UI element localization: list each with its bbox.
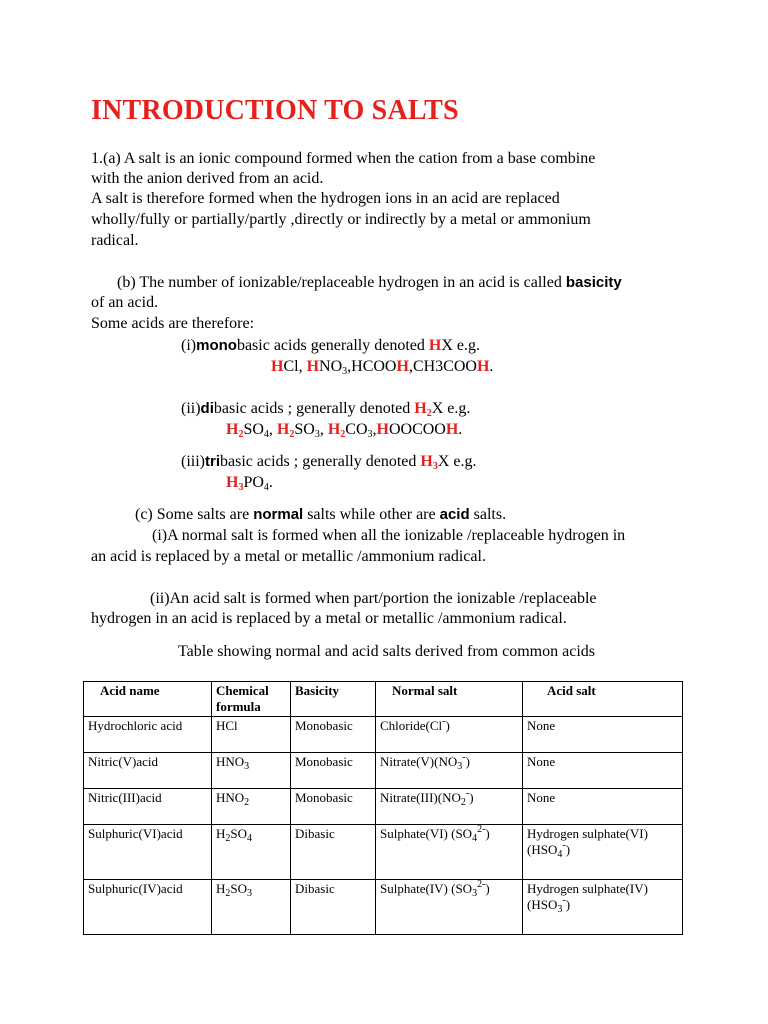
table-row: [84, 753, 683, 789]
para-c-line-2: (i)A normal salt is formed when all the ionizable /replaceable hydrogen in: [152, 527, 626, 544]
cell-acid-name: Sulphuric(VI)acid: [84, 825, 212, 880]
cell-normal-salt: $Nitrate(III)(NO_2^-)$: [376, 789, 523, 825]
monobasic-examples: HCl, $HNO_3,HCOOH,CH3COOH$.: [271, 358, 494, 377]
table-row: [84, 717, 683, 753]
para-b-line-1: (b) The number of ionizable/replaceable hydrogen in an acid is called basicity: [117, 274, 622, 291]
cell-formula: HCl: [212, 717, 291, 753]
tribasic-examples: $H_3PO_4$.: [226, 474, 273, 493]
para-c-line-1: (c) Some salts are normal salts while other are acid salts.: [135, 506, 507, 523]
table-caption: Table showing normal and acid salts derived from common acids: [178, 643, 595, 660]
tribasic-line: (iii)tribasic acids ; generally denoted $H_3X$ e.g.: [181, 453, 477, 472]
para-b-line-2: of an acid.: [91, 294, 159, 311]
page-title: INTRODUCTION TO SALTS: [91, 95, 459, 126]
cell-acid-name: Sulphuric(IV)acid: [84, 880, 212, 935]
cell-formula: $H_2SO_4$: [212, 825, 291, 880]
para-a-line-4: wholly/fully or partially/partly ,directly or indirectly by a metal or ammonium: [91, 211, 591, 228]
salts-table: [83, 681, 683, 935]
cell-acid-name: Nitric(III)acid: [84, 789, 212, 825]
cell-acid-name: Hydrochloric acid: [84, 717, 212, 753]
header-normal-salt: Normal salt: [376, 682, 523, 717]
header-acid-name: Acid name: [84, 682, 212, 717]
cell-normal-salt: Sulphate(VI) $(SO_4^{2-})$: [376, 825, 523, 880]
para-c-line-4: (ii)An acid salt is formed when part/portion the ionizable /replaceable: [150, 590, 597, 607]
cell-acid-salt: None: [523, 789, 683, 825]
cell-acid-salt: None: [523, 753, 683, 789]
monobasic-line: (i)monobasic acids generally denoted HX e.g.: [181, 337, 480, 354]
cell-basicity: Monobasic: [291, 717, 376, 753]
para-a-line-5: radical.: [91, 232, 139, 249]
cell-basicity: Dibasic: [291, 825, 376, 880]
cell-normal-salt: $Nitrate(V)(NO_3^-)$: [376, 753, 523, 789]
cell-basicity: Monobasic: [291, 753, 376, 789]
table-row: [84, 825, 683, 880]
dibasic-examples: $H_2SO_4$, $H_2SO_3$, $H_2CO_3,HOOCOOH$.: [226, 421, 463, 440]
cell-basicity: Monobasic: [291, 789, 376, 825]
header-acid-salt: Acid salt: [523, 682, 683, 717]
header-basicity: Basicity: [291, 682, 376, 717]
cell-formula: $H_2SO_3$: [212, 880, 291, 935]
cell-normal-salt: Chloride(Cl-): [376, 717, 523, 753]
table-row: [84, 789, 683, 825]
cell-acid-salt: Hydrogen sulphate(IV) $(HSO_3^-)$: [523, 880, 683, 935]
table-row: [84, 880, 683, 935]
header-chemical-formula: Chemical formula: [212, 682, 291, 717]
para-b-line-3: Some acids are therefore:: [91, 315, 255, 332]
cell-formula: $HNO_3$: [212, 753, 291, 789]
para-a-line-3: A salt is therefore formed when the hydrogen ions in an acid are replaced: [91, 190, 560, 207]
basicity-term: basicity: [565, 274, 622, 291]
para-a-line-1: 1.(a) A salt is an ionic compound formed when the cation from a base combine: [91, 150, 596, 167]
cell-basicity: Dibasic: [291, 880, 376, 935]
para-c-line-3: an acid is replaced by a metal or metallic /ammonium radical.: [91, 548, 486, 565]
para-a-line-2: with the anion derived from an acid.: [91, 170, 324, 187]
cell-formula: $HNO_2$: [212, 789, 291, 825]
dibasic-line: (ii)dibasic acids ; generally denoted $H_2X$ e.g.: [181, 400, 471, 419]
cell-acid-salt: Hydrogen sulphate(VI) $(HSO_4^-)$: [523, 825, 683, 880]
cell-acid-name: Nitric(V)acid: [84, 753, 212, 789]
para-c-line-5: hydrogen in an acid is replaced by a metal or metallic /ammonium radical.: [91, 610, 567, 627]
cell-acid-salt: None: [523, 717, 683, 753]
table-header-row: [84, 682, 683, 717]
cell-normal-salt: Sulphate(IV) $(SO_3^{2-})$: [376, 880, 523, 935]
